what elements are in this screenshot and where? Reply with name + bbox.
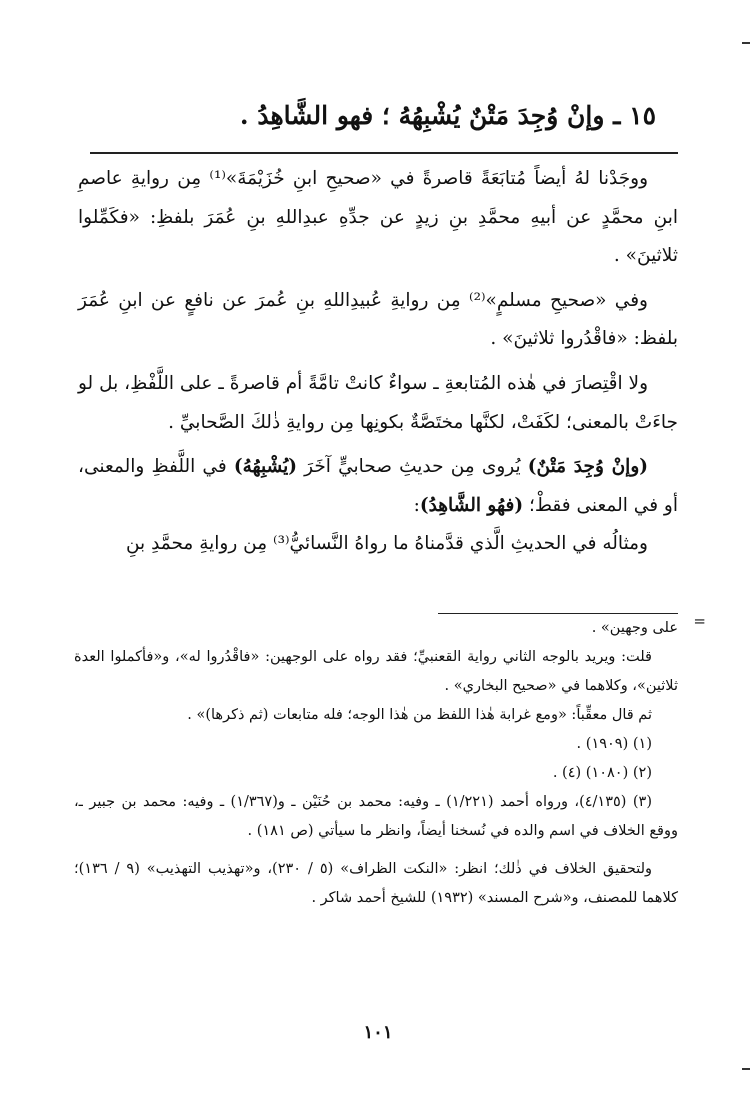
- footnote-remark-1: قلت: ويريد بالوجه الثاني رواية القعنبيِّ؛ فقد رواه على الوجهين: «فاقْدُروا له»، و«فأكملوا العدة ثلاثين»، وكلاهما في «صحيح البخاري» .: [74, 649, 678, 694]
- paragraph-4: [78, 448, 678, 525]
- scan-edge-mark-top: [742, 42, 750, 44]
- footnotes: [74, 614, 678, 913]
- paragraph-4-text-3: :: [413, 494, 420, 516]
- scan-edge-mark-bottom: [742, 1068, 750, 1070]
- shahid-phrase: (فهُو الشَّاهِدُ): [419, 494, 524, 516]
- footnote-continued-line: على وجهين» .: [591, 620, 678, 636]
- footnote-3: (٣) (٤/١٣٥)، ورواه أحمد (١/٢٢١) ـ وفيه: محمد بن حُنَيْن ـ و(١/٣٦٧) ـ وفيه: محمد بن جبير ـ، ووقع الخلاف في اسم والده في نُسخنا أيضاً، وانظر ما سيأتي (ص ١٨١) .: [74, 794, 678, 839]
- footnote-remark-2: ثم قال معقِّباً: «ومع غرابة هٰذا اللفظ من هٰذا الوجه؛ فله متابعات (ثم ذكرها)» .: [187, 707, 652, 723]
- footnote-1: (١) (١٩٠٩) .: [576, 736, 652, 752]
- main-text: [78, 160, 678, 564]
- footnote-continuation-mark: =: [693, 612, 706, 630]
- section-heading: ١٥ ـ وإنْ وُجِدَ مَتْنٌ يُشْبِهُهُ ؛ فهو الشَّاهِدُ .: [239, 101, 656, 130]
- page-number: ١٠١: [363, 1022, 393, 1043]
- paragraph-5: ومثالُه في الحديثِ الَّذي قدَّمناهُ ما رواهُ النَّسائيُّ⁽³⁾ مِن روايةِ محمَّدِ بنِ: [125, 533, 648, 555]
- paragraph-3: ولا اقْتِصارَ في هٰذه المُتابعةِ ـ سواءٌ كانتْ تامَّةً أم قاصرةً ـ على اللَّفْظِ، بل لو جاءَتْ بالمعنى؛ لكَفَتْ، لكنَّها مختَصَّةٌ بكونِها مِن روايةِ ذٰلكَ الصَّحابيِّ .: [78, 372, 678, 433]
- paragraph-2: وفي «صحيحِ مسلمٍ»⁽²⁾ مِن روايةِ عُبيدِاللهِ بنِ عُمرَ عن نافعٍ عن ابنِ عُمَرَ بلفظ: «فاقْدُروا ثلاثينَ» .: [78, 289, 678, 350]
- footnote-2: (٢) (١٠٨٠) (٤) .: [552, 765, 652, 781]
- footnote-3-continuation: ولتحقيق الخلاف في ذٰلك؛ انظر: «النكت الظراف» (٥ / ٢٣٠)، و«تهذيب التهذيب» (٩ / ١٣٦)؛ كلاهما للمصنف، و«شرح المسند» (١٩٣٢) للشيخ أحمد شاكر .: [74, 861, 678, 906]
- yushbihuhu-phrase: (يُشْبِهُهُ): [233, 456, 298, 478]
- paragraph-4-text-1: يُروى مِن حديثِ صحابيٍّ آخَرَ: [297, 456, 528, 478]
- matn-phrase: (وإنْ وُجِدَ مَتْنٌ): [527, 456, 648, 478]
- heading-divider: [90, 152, 678, 154]
- paragraph-4-text-2: في اللَّفظِ والمعنى، أو في المعنى فقطْ؛: [78, 456, 678, 516]
- paragraph-1: ووجَدْنا لهُ أيضاً مُتابَعَةً قاصرةً في «صحيحِ ابنِ خُزَيْمَةَ»⁽¹⁾ مِن روايةِ عاصمِ ابنِ محمَّدٍ عن أبيهِ محمَّدِ بنِ زيدٍ عن جدِّهِ عبدِاللهِ بنِ عُمَرَ بلفظِ: «فكَمِّلوا ثلاثينَ» .: [78, 168, 678, 267]
